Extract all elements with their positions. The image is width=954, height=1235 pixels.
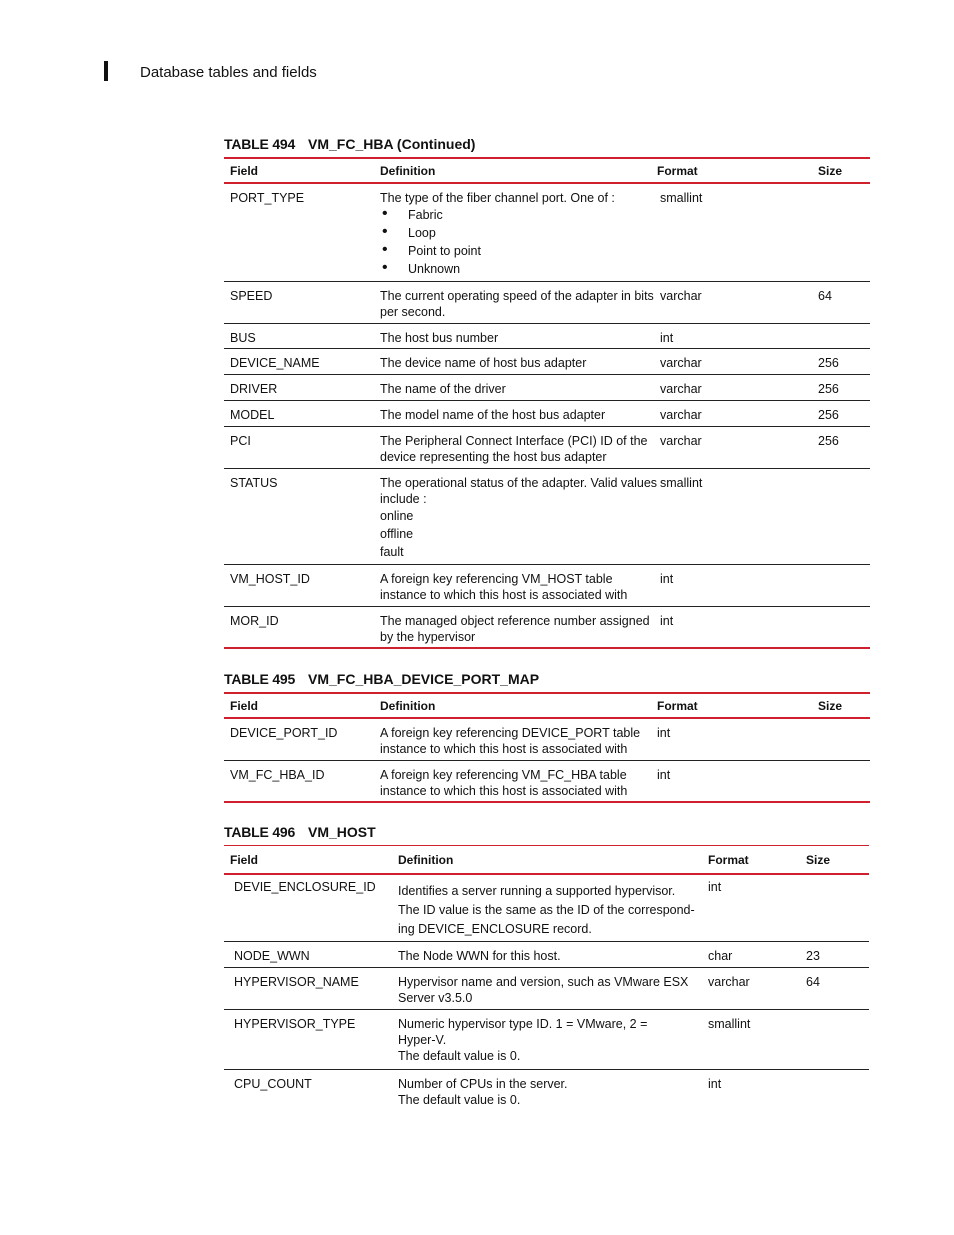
status-value-fault: fault <box>380 545 404 559</box>
table-row <box>224 427 870 469</box>
cell-field: DEVICE_PORT_ID <box>230 726 338 740</box>
table-row <box>224 1010 869 1070</box>
cell-definition: Hypervisor name and version, such as VMware ESX Server v3.5.0 <box>398 975 689 1005</box>
table-row <box>224 349 870 375</box>
table-495 <box>224 670 870 803</box>
cell-size <box>806 879 869 941</box>
cell-format: varchar <box>660 289 702 303</box>
table-caption <box>224 135 870 153</box>
table-row <box>224 1070 869 1114</box>
cell-field: BUS <box>230 331 256 345</box>
cell-size: 256 <box>818 356 839 370</box>
cell-format: varchar <box>660 408 702 422</box>
table-title: VM_HOST <box>308 824 376 840</box>
cell-definition: The host bus number <box>380 331 499 345</box>
table-row <box>224 719 870 761</box>
cell-format: smallint <box>660 191 703 205</box>
definition-line: The ID value is the same as the ID of the correspond- <box>398 903 695 917</box>
definition-line: Identifies a server running a supported hypervisor. <box>398 884 676 898</box>
list-item: • Point to point <box>380 242 660 260</box>
header-format: Format <box>657 698 698 713</box>
table-row <box>224 761 870 803</box>
cell-field: MOR_ID <box>230 614 279 628</box>
definition-line: ing DEVICE_ENCLOSURE record. <box>398 922 592 936</box>
running-head: Database tables and fields <box>140 64 317 81</box>
cell-size <box>818 767 870 801</box>
port-type-list <box>380 206 660 278</box>
cell-format: int <box>660 572 674 586</box>
cell-format: varchar <box>660 434 702 448</box>
cell-size: 256 <box>818 408 839 422</box>
cell-size <box>806 1016 869 1069</box>
header-field: Field <box>230 698 259 713</box>
cell-definition <box>398 879 708 941</box>
cell-field: DEVIE_ENCLOSURE_ID <box>234 880 376 894</box>
table-row <box>224 184 870 282</box>
cell-field: HYPERVISOR_TYPE <box>234 1017 356 1031</box>
cell-size <box>818 613 870 647</box>
header-definition: Definition <box>398 852 454 867</box>
cell-size: 64 <box>806 975 820 989</box>
cell-field: SPEED <box>230 289 273 303</box>
cell-definition <box>398 1016 668 1069</box>
cell-size: 64 <box>818 289 832 303</box>
table-number: TABLE 496 <box>224 824 296 840</box>
cell-definition <box>380 190 660 281</box>
cell-definition: A foreign key referencing DEVICE_PORT table instance to which this host is associated with <box>380 726 641 756</box>
definition-line: Numeric hypervisor type ID. 1 = VMware, 2 = Hyper-V. <box>398 1017 648 1047</box>
table-number: TABLE 495 <box>224 671 296 687</box>
list-item: • Fabric <box>380 206 660 224</box>
table-row <box>224 375 870 401</box>
table-caption <box>224 670 870 688</box>
table-title: VM_FC_HBA_DEVICE_PORT_MAP <box>308 671 540 687</box>
definition-line: The default value is 0. <box>398 1093 521 1107</box>
list-item: • Unknown <box>380 260 660 278</box>
cell-field: PCI <box>230 434 251 448</box>
cell-size: 256 <box>818 434 839 448</box>
cell-size: 256 <box>818 382 839 396</box>
table-row <box>224 565 870 607</box>
table-row <box>224 968 869 1010</box>
cell-definition: The current operating speed of the adapter in bits per second. <box>380 289 654 319</box>
table-header <box>224 692 870 719</box>
definition-text: The operational status of the adapter. Valid values include : <box>380 476 658 506</box>
cell-format: int <box>660 331 674 345</box>
table-number: TABLE 494 <box>224 136 296 152</box>
cell-definition: The device name of host bus adapter <box>380 356 587 370</box>
cell-field: PORT_TYPE <box>230 191 305 205</box>
cell-format: int <box>657 726 671 740</box>
header-format: Format <box>708 852 749 867</box>
cell-field: VM_FC_HBA_ID <box>230 768 325 782</box>
cell-format: char <box>708 949 733 963</box>
cell-format: int <box>657 768 671 782</box>
cell-definition <box>398 1076 708 1114</box>
header-format: Format <box>657 163 698 178</box>
table-row <box>224 607 870 649</box>
cell-definition <box>380 475 660 564</box>
header-size: Size <box>818 698 843 713</box>
table-494 <box>224 135 870 649</box>
cell-definition: The model name of the host bus adapter <box>380 408 606 422</box>
cell-field: DRIVER <box>230 382 278 396</box>
table-caption <box>224 823 869 841</box>
table-row <box>224 875 869 942</box>
status-value-online: online <box>380 509 414 523</box>
cell-format: varchar <box>660 356 702 370</box>
header-definition: Definition <box>380 698 436 713</box>
header-size: Size <box>818 163 843 178</box>
cell-field: MODEL <box>230 408 275 422</box>
cell-format: int <box>660 614 674 628</box>
cell-definition: A foreign key referencing VM_HOST table instance to which this host is associated with <box>380 572 628 602</box>
table-496 <box>224 823 869 1114</box>
table-header <box>224 157 870 184</box>
definition-line: Number of CPUs in the server. <box>398 1077 568 1091</box>
definition-text: The type of the fiber channel port. One of : <box>380 191 615 205</box>
header-field: Field <box>230 163 259 178</box>
cell-size <box>818 725 870 760</box>
cell-definition: A foreign key referencing VM_FC_HBA table instance to which this host is associated with <box>380 768 628 798</box>
list-item: • Loop <box>380 224 660 242</box>
cell-size <box>818 190 870 281</box>
cell-definition: The Node WWN for this host. <box>398 949 561 963</box>
cell-size: 23 <box>806 949 820 963</box>
definition-line: The default value is 0. <box>398 1049 521 1063</box>
cell-field: STATUS <box>230 476 278 490</box>
cell-definition: The managed object reference number assigned by the hypervisor <box>380 614 650 644</box>
cell-size <box>818 330 870 348</box>
cell-field: CPU_COUNT <box>234 1077 312 1091</box>
change-bar <box>104 61 108 81</box>
cell-format: int <box>708 1077 722 1091</box>
cell-format: int <box>708 880 722 894</box>
cell-field: NODE_WWN <box>234 949 310 963</box>
table-title: VM_FC_HBA (Continued) <box>308 136 476 152</box>
cell-size <box>818 475 870 564</box>
table-row <box>224 282 870 324</box>
cell-format: varchar <box>660 382 702 396</box>
status-value-offline: offline <box>380 527 414 541</box>
cell-definition: The Peripheral Connect Interface (PCI) ID of the device representing the host bus adapter <box>380 434 648 464</box>
cell-format: smallint <box>708 1017 751 1031</box>
header-size: Size <box>806 852 831 867</box>
cell-field: HYPERVISOR_NAME <box>234 975 359 989</box>
cell-definition: The name of the driver <box>380 382 506 396</box>
table-row <box>224 942 869 968</box>
cell-field: DEVICE_NAME <box>230 356 320 370</box>
cell-format: varchar <box>708 975 750 989</box>
header-definition: Definition <box>380 163 436 178</box>
cell-size <box>818 571 870 606</box>
table-row <box>224 324 870 349</box>
header-field: Field <box>230 852 259 867</box>
cell-format: smallint <box>660 476 703 490</box>
table-header <box>224 845 869 875</box>
cell-field: VM_HOST_ID <box>230 572 310 586</box>
cell-size <box>806 1076 869 1114</box>
table-row <box>224 469 870 565</box>
table-row <box>224 401 870 427</box>
